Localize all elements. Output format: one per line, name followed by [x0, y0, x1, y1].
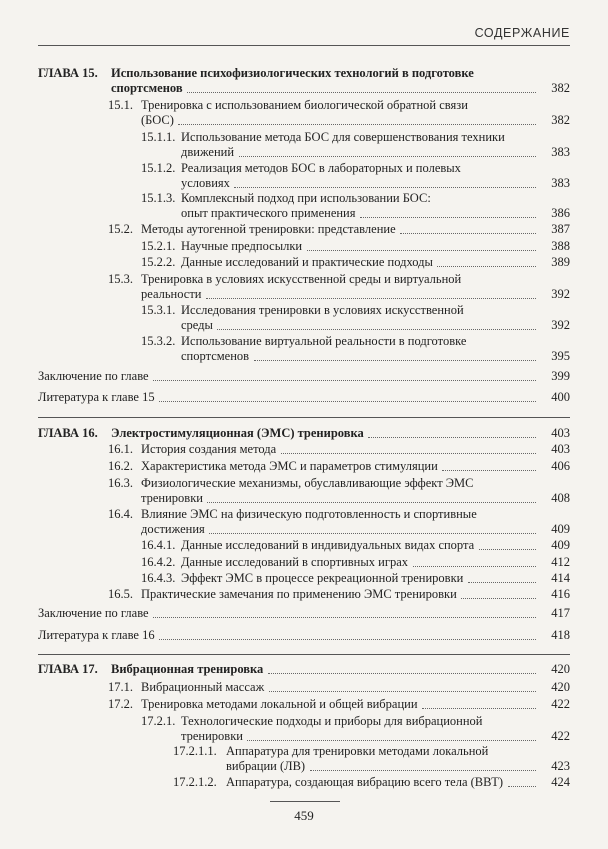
chapter-separator-rule	[38, 654, 570, 655]
toc-entry-s15-1-2-line-2[interactable]	[181, 176, 570, 191]
toc-entry-page: 382	[551, 81, 570, 95]
leader-dots	[247, 739, 536, 741]
toc-entry-concl15[interactable]	[38, 369, 570, 384]
toc-entry-concl16[interactable]	[38, 606, 570, 621]
toc-entry-title: Использование психофизиологических технологий в подготовке	[111, 66, 474, 80]
leader-dots	[368, 436, 536, 438]
toc-entry-title: спортсменов	[181, 349, 250, 363]
footer-rule	[270, 801, 340, 802]
toc-entry-title: (БОС)	[141, 113, 174, 127]
leader-dots	[422, 707, 536, 709]
toc-entry-title: вибрации (ЛВ)	[226, 759, 306, 773]
toc-entry-s15-1-line-2[interactable]	[141, 113, 570, 128]
toc-entry-page: 382	[551, 113, 570, 127]
leader-dots	[307, 249, 536, 251]
toc-entry-number: 15.3.	[108, 272, 133, 286]
toc-entry-s16-2[interactable]	[141, 459, 570, 474]
toc-entry-number: 15.1.2.	[141, 161, 176, 175]
toc-entry-page: 416	[551, 587, 570, 601]
toc-entry-number: ГЛАВА 17.	[38, 662, 98, 676]
leader-dots	[400, 232, 536, 234]
toc-entry-s15-2-2[interactable]	[181, 255, 570, 270]
toc-entry-title: Данные исследований в спортивных играх	[181, 555, 409, 569]
toc-entry-page: 418	[551, 628, 570, 642]
toc-entry-s15-1-2-line-1	[181, 161, 570, 176]
toc-entry-s17-2-1-line-2[interactable]	[181, 729, 570, 744]
toc-entry-page: 389	[551, 255, 570, 269]
leader-dots	[461, 597, 536, 599]
leader-dots	[178, 123, 536, 125]
toc-entry-s15-1-line-1	[141, 98, 570, 113]
toc-entry-title: Данные исследований и практические подходы	[181, 255, 433, 269]
toc-entry-number: 15.1.	[108, 98, 133, 112]
page-number: 459	[294, 808, 314, 823]
toc-entry-s15-1-3-line-2[interactable]	[181, 206, 570, 221]
toc-entry-title: среды	[181, 318, 213, 332]
toc-entry-s15-3-1-line-2[interactable]	[181, 318, 570, 333]
toc-entry-page: 412	[551, 555, 570, 569]
leader-dots	[310, 769, 536, 771]
toc-entry-title: Заключение по главе	[38, 369, 149, 383]
toc-entry-title: Эффект ЭМС в процессе рекреационной тренировки	[181, 571, 464, 585]
toc-entry-page: 424	[551, 775, 570, 789]
toc-entry-title: Тренировка в условиях искусственной среды и виртуальной	[141, 272, 462, 286]
leader-dots	[479, 548, 536, 550]
leader-dots	[437, 265, 536, 267]
toc-entry-number: 15.2.2.	[141, 255, 176, 269]
toc-entry-title: Вибрационная тренировка	[111, 662, 264, 676]
toc-entry-ch17[interactable]	[111, 662, 570, 677]
toc-entry-lit15[interactable]	[38, 390, 570, 405]
toc-entry-s16-4-1[interactable]	[181, 538, 570, 553]
toc-entry-title: достижения	[141, 522, 205, 536]
toc-entry-title: условиях	[181, 176, 230, 190]
toc-entry-page: 395	[551, 349, 570, 363]
toc-entry-page: 420	[551, 662, 570, 676]
toc-entry-s16-3-line-1	[141, 476, 570, 491]
leader-dots	[206, 297, 536, 299]
leader-dots	[159, 638, 536, 640]
toc-entry-page: 399	[551, 369, 570, 383]
leader-dots	[207, 501, 536, 503]
toc-entry-s16-4-2[interactable]	[181, 555, 570, 570]
toc-entry-number: 16.4.1.	[141, 538, 176, 552]
toc-entry-page: 408	[551, 491, 570, 505]
toc-entry-title: Методы аутогенной тренировки: представление	[141, 222, 396, 236]
toc-entry-page: 417	[551, 606, 570, 620]
toc-entry-s16-3-line-2[interactable]	[141, 491, 570, 506]
toc-entry-number: 16.1.	[108, 442, 133, 456]
toc-entry-title: Литература к главе 16	[38, 628, 155, 642]
toc-entry-page: 383	[551, 145, 570, 159]
toc-entry-title: Использование метода БОС для совершенствования техники	[181, 130, 505, 144]
toc-entry-s17-2-1-line-1	[181, 714, 570, 729]
toc-entry-title: Аппаратура, создающая вибрацию всего тела (ВВТ)	[226, 775, 504, 789]
toc-entry-number: ГЛАВА 16.	[38, 426, 98, 440]
leader-dots	[153, 616, 536, 618]
toc-entry-number: ГЛАВА 15.	[38, 66, 98, 80]
toc-entry-title: движений	[181, 145, 235, 159]
toc-entry-s15-2-1[interactable]	[181, 239, 570, 254]
toc-entry-title: Вибрационный массаж	[141, 680, 265, 694]
toc-entry-s17-2[interactable]	[141, 697, 570, 712]
toc-entry-s17-2-1-1-line-1	[226, 744, 570, 759]
leader-dots	[360, 216, 536, 218]
toc-entry-title: тренировки	[181, 729, 243, 743]
toc-entry-title: Данные исследований в индивидуальных видах спорта	[181, 538, 475, 552]
toc-entry-page: 403	[551, 442, 570, 456]
leader-dots	[508, 785, 536, 787]
toc-entry-page: 420	[551, 680, 570, 694]
toc-entry-s15-1-3-line-1	[181, 191, 570, 206]
toc-entry-title: тренировки	[141, 491, 203, 505]
toc-entry-page: 409	[551, 538, 570, 552]
toc-entry-page: 422	[551, 697, 570, 711]
toc-entry-title: Физиологические механизмы, обуславливающие эффект ЭМС	[141, 476, 474, 490]
toc-entry-title: Тренировка с использованием биологической обратной связи	[141, 98, 468, 112]
toc-entry-s16-1[interactable]	[141, 442, 570, 457]
toc-entry-page: 423	[551, 759, 570, 773]
toc-entry-title: Использование виртуальной реальности в подготовке	[181, 334, 467, 348]
toc-entry-title: Заключение по главе	[38, 606, 149, 620]
toc-entry-number: 15.3.2.	[141, 334, 176, 348]
toc-entry-title: опыт практического применения	[181, 206, 356, 220]
toc-entry-s17-2-1-2[interactable]	[226, 775, 570, 790]
toc-entry-lit16[interactable]	[38, 628, 570, 643]
toc-entry-title: Технологические подходы и приборы для вибрационной	[181, 714, 483, 728]
toc-entry-number: 15.3.1.	[141, 303, 176, 317]
leader-dots	[254, 359, 536, 361]
toc-entry-page: 422	[551, 729, 570, 743]
toc-entry-s17-1[interactable]	[141, 680, 570, 695]
toc-entry-s16-4-line-1	[141, 507, 570, 522]
toc-entry-title: Исследования тренировки в условиях искусственной	[181, 303, 464, 317]
toc-entry-s17-2-1-1-line-2[interactable]	[226, 759, 570, 774]
toc-entry-number: 16.4.3.	[141, 571, 176, 585]
toc-entry-ch16[interactable]	[111, 426, 570, 441]
toc-entry-s15-3-line-1	[141, 272, 570, 287]
toc-entry-title: спортсменов	[111, 81, 183, 95]
toc-entry-number: 16.4.2.	[141, 555, 176, 569]
leader-dots	[413, 565, 536, 567]
toc-entry-page: 400	[551, 390, 570, 404]
toc-entry-number: 16.2.	[108, 459, 133, 473]
toc-entry-title: реальности	[141, 287, 202, 301]
leader-dots	[187, 91, 536, 93]
toc-entry-s15-1-1-line-2[interactable]	[181, 145, 570, 160]
toc-entry-title: Аппаратура для тренировки методами локальной	[226, 744, 489, 758]
toc-entry-title: Комплексный подход при использовании БОС:	[181, 191, 431, 205]
toc-entry-number: 17.1.	[108, 680, 133, 694]
toc-entry-page: 403	[551, 426, 570, 440]
toc-entry-page: 406	[551, 459, 570, 473]
toc-entry-number: 15.1.3.	[141, 191, 176, 205]
toc-entry-number: 15.2.1.	[141, 239, 176, 253]
toc-entry-page: 409	[551, 522, 570, 536]
toc-entry-s15-3-2-line-2[interactable]	[181, 349, 570, 364]
leader-dots	[217, 328, 536, 330]
toc-entry-s15-3-2-line-1	[181, 334, 570, 349]
toc-entry-number: 15.2.	[108, 222, 133, 236]
leader-dots	[209, 532, 536, 534]
toc-entry-number: 16.3.	[108, 476, 133, 490]
toc-entry-s16-5[interactable]	[141, 587, 570, 602]
toc-entry-page: 386	[551, 206, 570, 220]
toc-entry-s15-3-line-2[interactable]	[141, 287, 570, 302]
leader-dots	[159, 400, 536, 402]
toc-entry-page: 392	[551, 318, 570, 332]
toc-entry-ch15-line-1	[111, 66, 570, 81]
leader-dots	[234, 186, 536, 188]
toc-entry-title: Тренировка методами локальной и общей вибрации	[141, 697, 418, 711]
toc-entry-page: 392	[551, 287, 570, 301]
toc-entry-title: Характеристика метода ЭМС и параметров стимуляции	[141, 459, 438, 473]
toc-entry-s15-1-1-line-1	[181, 130, 570, 145]
toc-entry-s16-4-line-2[interactable]	[141, 522, 570, 537]
toc-entry-page: 387	[551, 222, 570, 236]
toc-entry-page: 388	[551, 239, 570, 253]
toc-entry-title: Практические замечания по применению ЭМС тренировки	[141, 587, 457, 601]
toc-entry-number: 17.2.1.	[141, 714, 176, 728]
chapter-separator-rule	[38, 417, 570, 418]
toc-entry-s16-4-3[interactable]	[181, 571, 570, 586]
toc-entry-title: Реализация методов БОС в лабораторных и полевых	[181, 161, 461, 175]
toc-entry-number: 17.2.	[108, 697, 133, 711]
toc-entry-title: Электростимуляционная (ЭМС) тренировка	[111, 426, 364, 440]
toc-entry-s15-2[interactable]	[141, 222, 570, 237]
toc-entry-title: Литература к главе 15	[38, 390, 155, 404]
leader-dots	[239, 155, 536, 157]
leader-dots	[281, 452, 536, 454]
toc-entry-title: История создания метода	[141, 442, 277, 456]
toc-entry-number: 17.2.1.2.	[173, 775, 217, 789]
toc-entry-number: 16.4.	[108, 507, 133, 521]
toc-entry-page: 414	[551, 571, 570, 585]
toc-entry-number: 15.1.1.	[141, 130, 176, 144]
leader-dots	[153, 379, 536, 381]
toc-entry-s15-3-1-line-1	[181, 303, 570, 318]
toc-entry-title: Влияние ЭМС на физическую подготовленность и спортивные	[141, 507, 477, 521]
toc-entry-number: 17.2.1.1.	[173, 744, 217, 758]
leader-dots	[442, 469, 536, 471]
toc-entry-page: 383	[551, 176, 570, 190]
leader-dots	[269, 690, 536, 692]
running-header: СОДЕРЖАНИЕ	[474, 26, 570, 40]
toc-entry-number: 16.5.	[108, 587, 133, 601]
toc-entry-title: Научные предпосылки	[181, 239, 303, 253]
leader-dots	[468, 581, 536, 583]
toc-entry-ch15-line-2[interactable]	[111, 81, 570, 96]
leader-dots	[268, 672, 536, 674]
